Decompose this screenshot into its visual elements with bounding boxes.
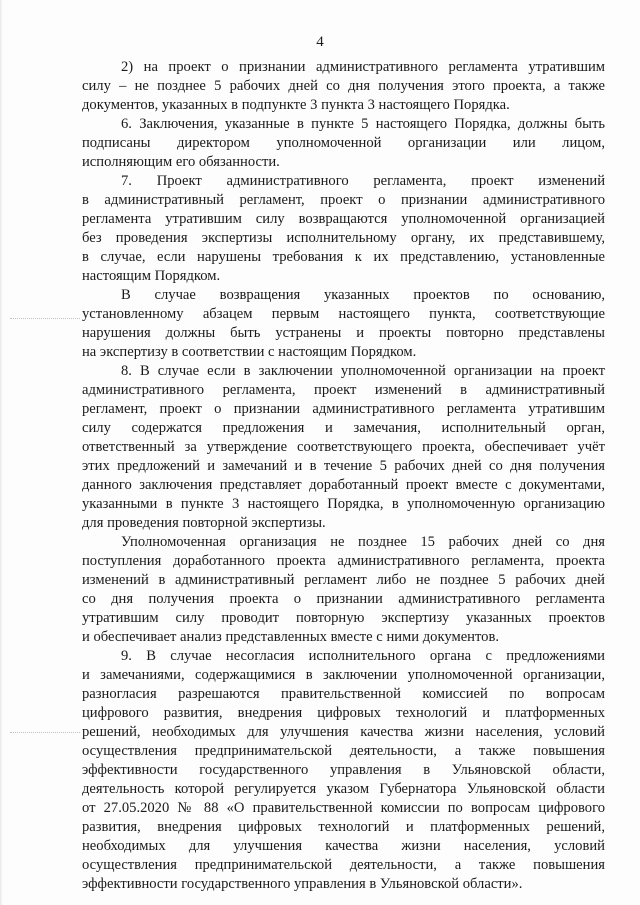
text-line: и обеспечивает анализ представленных вместе с ними документов. [82, 629, 500, 645]
text-line: без проведения экспертизы исполнительному органу, их представившему, [82, 230, 605, 246]
text-line: со дня получения проекта о признании административного регламента [82, 591, 605, 607]
text-line: для проведения повторной экспертизы. [82, 515, 326, 531]
text-line: документов, указанных в подпункте 3 пункта 3 настоящего Порядка. [82, 97, 510, 113]
text-line: в административный регламент, проект о признании административного [82, 192, 605, 208]
text-line: В случае возвращения указанных проектов по основанию, [121, 287, 605, 303]
text-line: нарушения должны быть устранены и проекты повторно представлены [82, 325, 605, 341]
text-line: подписаны директором уполномоченной организации или лицом, [82, 135, 605, 151]
text-line: 7. Проект административного регламента, проект изменений [121, 173, 605, 189]
text-line: 9. В случае несогласия исполнительного органа с предложениями [121, 648, 605, 664]
text-line: указанными в пункте 3 настоящего Порядка, в уполномоченную организацию [82, 496, 605, 512]
text-line: 8. В случае если в заключении уполномоченной организации на проект [121, 363, 605, 379]
text-line: установленному абзацем первым настоящего пункта, соответствующие [82, 306, 605, 322]
text-line: настоящим Порядком. [82, 268, 221, 284]
text-line: утратившим силу проводит повторную экспертизу указанных проектов [82, 610, 605, 626]
text-line: исполняющим его обязанности. [82, 154, 280, 170]
text-line: эффективности государственного управления в Ульяновской области». [82, 876, 523, 892]
text-line: необходимых для улучшения качества жизни населения, условий [82, 838, 605, 854]
text-line: от 27.05.2020 № 88 «О правительственной комиссии по вопросам цифрового [82, 800, 605, 816]
text-line: разногласия разрешаются правительственной комиссией по вопросам [82, 686, 605, 702]
scan-edge [0, 0, 3, 905]
margin-mark [10, 732, 80, 739]
text-line: административного регламента, проект изменений в административный [82, 382, 605, 398]
text-line: данного заключения представляет доработанный проект вместе с документами, [82, 477, 605, 493]
text-line: 6. Заключения, указанные в пункте 5 настоящего Порядка, должны быть [121, 116, 605, 132]
text-line: поступления доработанного проекта административного регламента, проекта [82, 553, 605, 569]
text-line: силу – не позднее 5 рабочих дней со дня получения этого проекта, а также [82, 78, 605, 94]
text-line: 2) на проект о признании административного регламента утратившим [121, 59, 605, 75]
text-line: цифрового развития, внедрения цифровых технологий и платформенных [82, 705, 605, 721]
text-line: на экспертизу в соответствии с настоящим Порядком. [82, 344, 417, 360]
text-line: регламент, проект о признании административного регламента утратившим [82, 401, 605, 417]
text-line: в случае, если нарушены требования к их представлению, установленные [82, 249, 605, 265]
text-line: осуществления предпринимательской деятельности, а также повышения [82, 857, 605, 873]
text-line: развития, внедрения цифровых технологий и платформенных решений, [82, 819, 605, 835]
text-line: эффективности государственного управления в Ульяновской области, [82, 762, 605, 778]
text-line: Уполномоченная организация не позднее 15 рабочих дней со дня [121, 534, 605, 550]
text-line: силу содержатся предложения и замечания, исполнительный орган, [82, 420, 605, 436]
text-line: осуществления предпринимательской деятельности, а также повышения [82, 743, 605, 759]
text-line: изменений в административный регламент либо не позднее 5 рабочих дней [82, 572, 605, 588]
text-line: деятельность которой регулируется указом Губернатора Ульяновской области [82, 781, 605, 797]
page-number: 4 [316, 34, 324, 50]
document-body [82, 58, 605, 894]
text-line: и замечаниями, содержащимися в заключении уполномоченной организации, [82, 667, 605, 683]
text-line: решений, необходимых для улучшения качества жизни населения, условий [82, 724, 605, 740]
text-line: ответственный за утверждение соответствующего проекта, обеспечивает учёт [82, 439, 605, 455]
text-line: этих предложений и замечаний и в течение 5 рабочих дней со дня получения [82, 458, 605, 474]
margin-mark [10, 318, 80, 325]
text-line: регламента утратившим силу возвращаются уполномоченной организацией [82, 211, 605, 227]
